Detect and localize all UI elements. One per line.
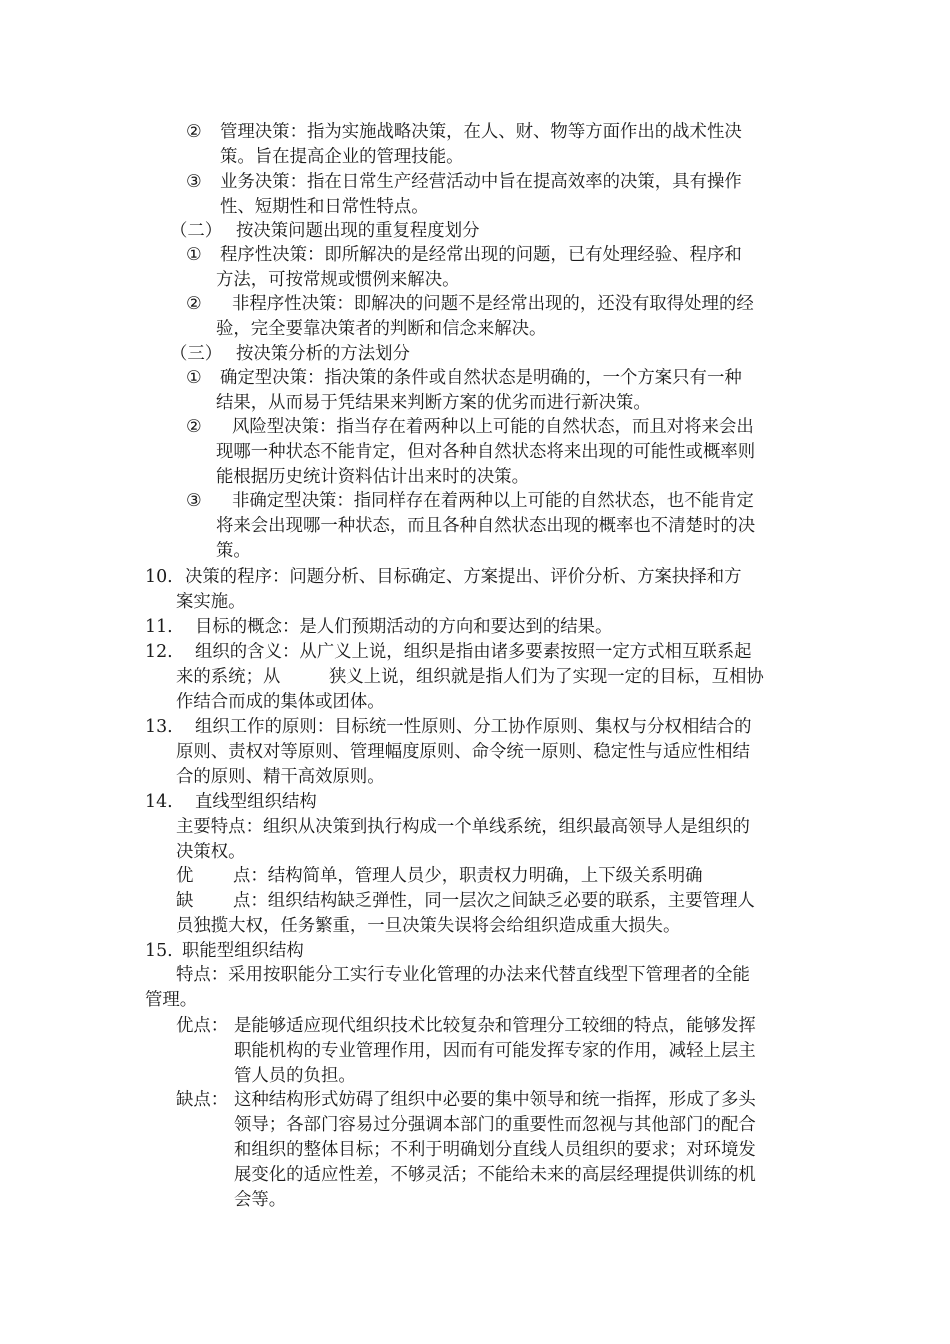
cons-text-continued: 和组织的整体目标；不利于明确划分直线人员组织的要求；对环境发 <box>234 1140 756 1160</box>
numbered-item-12 <box>145 640 752 664</box>
item-title: 直线型组织结构 <box>195 792 317 812</box>
item-text: 组织工作的原则：目标统一性原则、分工协作原则、集权与分权相结合的 <box>195 717 752 737</box>
cons-text-continued: 员独揽大权，任务繁重，一旦决策失误将会给组织造成重大损失。 <box>176 916 681 936</box>
item-text-continued: 性、短期性和日常性特点。 <box>220 197 429 217</box>
numbered-item-10 <box>145 565 742 589</box>
item-marker: ① <box>186 368 202 388</box>
pros-text: 结构简单，管理人员少，职责权力明确，上下级关系明确 <box>267 866 703 886</box>
item-number: 13. <box>145 717 173 737</box>
pros-text: 是能够适应现代组织技术比较复杂和管理分工较细的特点，能够发挥 <box>234 1016 756 1036</box>
item-text: 非程序性决策：即解决的问题不是经常出现的，还没有取得处理的经 <box>232 294 754 314</box>
item-marker: ③ <box>186 491 202 511</box>
item-text: 风险型决策：指当存在着两种以上可能的自然状态，而且对将来会出 <box>232 417 754 437</box>
cons-label: 缺点： <box>176 1090 229 1110</box>
list-item-risk-decision <box>186 415 754 439</box>
item-text: 程序性决策：即所解决的是经常出现的问题，已有处理经验、程序和 <box>220 245 742 265</box>
item-number: 12. <box>145 642 173 662</box>
item-number: 15. <box>145 941 173 961</box>
cons-label-suffix: 点： <box>233 891 268 911</box>
pros-text-continued: 管人员的负担。 <box>234 1066 356 1086</box>
item-text: 非确定型决策：指同样存在着两种以上可能的自然状态，也不能肯定 <box>232 491 754 511</box>
features-text: 特点：采用按职能分工实行专业化管理的办法来代替直线型下管理者的全能 <box>176 965 750 985</box>
section-title: 按决策分析的方法划分 <box>236 344 410 364</box>
item-text-part: 狭义上说，组织就是指人们为了实现一定的目标，互相协 <box>329 667 764 687</box>
item-text-continued: 案实施。 <box>176 592 246 612</box>
item-text: 确定型决策：指决策的条件或自然状态是明确的，一个方案只有一种 <box>220 368 742 388</box>
numbered-item-13 <box>145 715 752 739</box>
item-text-continued: 能根据历史统计资料估计出来时的决策。 <box>216 467 530 487</box>
cons-line <box>176 889 755 913</box>
item-number: 10. <box>145 567 173 587</box>
list-item-business-decision <box>186 170 742 194</box>
numbered-item-15 <box>145 939 304 963</box>
features-text-continued: 决策权。 <box>176 842 246 862</box>
item-text: 组织的含义：从广义上说，组织是指由诸多要素按照一定方式相互联系起 <box>195 642 752 662</box>
item-text: 决策的程序：问题分析、目标确定、方案提出、评价分析、方案抉择和方 <box>185 567 742 587</box>
item-text-continued: 策。 <box>216 541 251 561</box>
section-marker: （三） <box>170 344 223 364</box>
section-title: 按决策问题出现的重复程度划分 <box>236 221 480 241</box>
cons-label: 缺 <box>176 891 194 911</box>
cons-text-continued: 领导；各部门容易过分强调本部门的重要性而忽视与其他部门的配合 <box>234 1115 756 1135</box>
pros-line <box>176 864 703 888</box>
features-text-continued: 管理。 <box>145 990 198 1010</box>
section-marker: （二） <box>170 221 223 241</box>
item-text-continued: 现哪一种状态不能肯定，但对各种自然状态将来出现的可能性或概率则 <box>216 442 756 462</box>
item-marker: ② <box>186 122 202 142</box>
item-text: 管理决策：指为实施战略决策，在人、财、物等方面作出的战术性决 <box>220 122 742 142</box>
cons-text-continued: 展变化的适应性差，不够灵活；不能给未来的高层经理提供训练的机 <box>234 1165 756 1185</box>
item-text-continued: 验，完全要靠决策者的判断和信念来解决。 <box>216 319 547 339</box>
item-text-part: 来的系统；从 <box>176 667 281 687</box>
list-item-programmed-decision <box>186 243 742 267</box>
list-item-uncertain-decision <box>186 489 754 513</box>
item-text-continued: 将来会出现哪一种状态，而且各种自然状态出现的概率也不清楚时的决 <box>216 516 756 536</box>
pros-label-suffix: 点： <box>233 866 268 886</box>
pros-text-continued: 职能机构的专业管理作用，因而有可能发挥专家的作用，减轻上层主 <box>234 1041 756 1061</box>
section-heading-repeat <box>170 219 479 243</box>
numbered-item-14 <box>145 790 317 814</box>
item-marker: ③ <box>186 172 202 192</box>
list-item-management-decision <box>186 120 742 144</box>
item-title: 职能型组织结构 <box>182 941 304 961</box>
item-text-continued: 作结合而成的集体或团体。 <box>176 692 385 712</box>
item-text-continued: 原则、责权对等原则、管理幅度原则、命令统一原则、稳定性与适应性相结 <box>176 742 750 762</box>
numbered-item-11 <box>145 615 612 639</box>
item-text-continued: 方法，可按常规或惯例来解决。 <box>216 270 460 290</box>
item-text-continued: 合的原则、精干高效原则。 <box>176 767 385 787</box>
item-marker: ① <box>186 245 202 265</box>
pros-label: 优点： <box>176 1016 229 1036</box>
item-marker: ② <box>186 294 202 314</box>
section-heading-method <box>170 342 410 366</box>
item-number: 14. <box>145 792 173 812</box>
list-item-nonprogrammed-decision <box>186 292 754 316</box>
item-number: 11. <box>145 617 173 637</box>
features-text: 主要特点：组织从决策到执行构成一个单线系统，组织最高领导人是组织的 <box>176 817 750 837</box>
cons-text: 组织结构缺乏弹性，同一层次之间缺乏必要的联系，主要管理人 <box>267 891 755 911</box>
item-text-continued <box>176 665 764 689</box>
item-text: 目标的概念：是人们预期活动的方向和要达到的结果。 <box>195 617 613 637</box>
item-text-continued: 结果，从而易于凭结果来判断方案的优劣而进行新决策。 <box>216 393 651 413</box>
cons-text-continued: 会等。 <box>234 1190 287 1210</box>
item-text: 业务决策：指在日常生产经营活动中旨在提高效率的决策，具有操作 <box>220 172 742 192</box>
list-item-certain-decision <box>186 366 742 390</box>
cons-text: 这种结构形式妨碍了组织中必要的集中领导和统一指挥，形成了多头 <box>234 1090 756 1110</box>
item-marker: ② <box>186 417 202 437</box>
item-text-continued: 策。旨在提高企业的管理技能。 <box>220 147 464 167</box>
pros-label: 优 <box>176 866 194 886</box>
